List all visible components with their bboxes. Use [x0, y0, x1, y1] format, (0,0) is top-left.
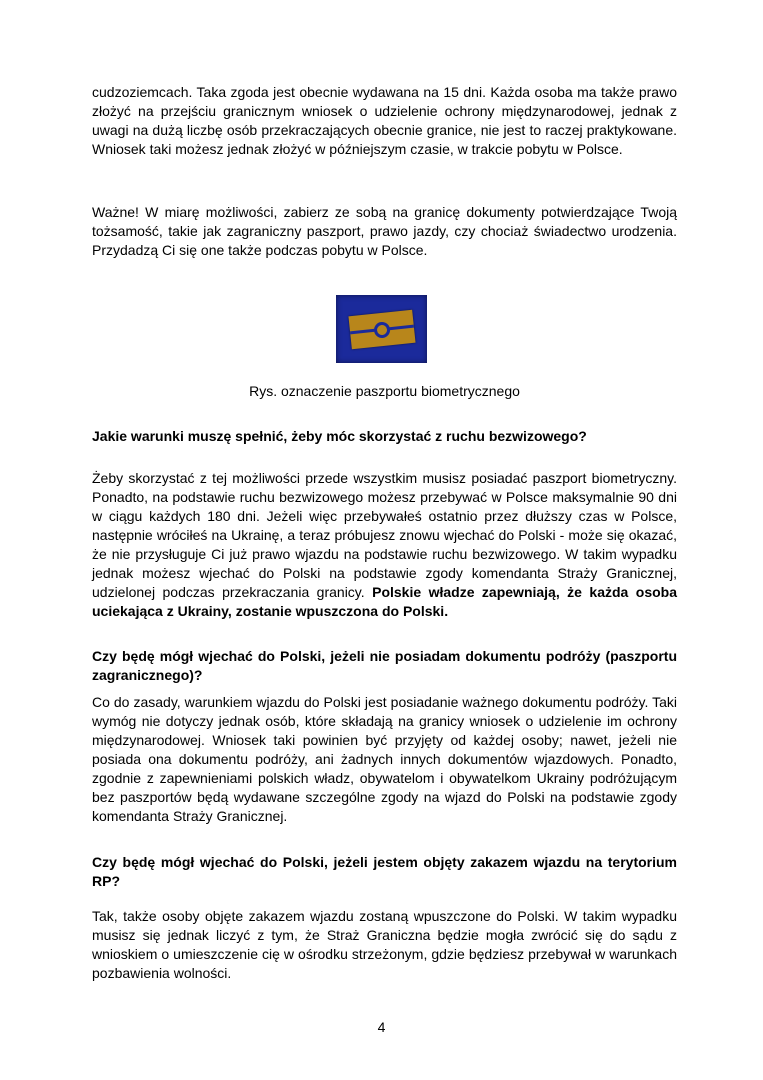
heading-visa-free-conditions: Jakie warunki muszę spełnić, żeby móc skorzystać z ruchu bezwizowego?	[92, 428, 587, 444]
paragraph-important-note: Ważne! W miarę możliwości, zabierz ze sobą na granicę dokumenty potwierdzające Twoją tożsamość, takie jak zagraniczny paszport, prawo jazdy, czy chociaż świadectwo urodzenia. Przydadzą Ci się one także podczas pobytu w Polsce.	[92, 204, 677, 258]
heading-no-travel-document: Czy będę mógł wjechać do Polski, jeżeli nie posiadam dokumentu podróży (paszportu zagranicznego)?	[92, 648, 677, 683]
biometric-passport-figure	[336, 295, 427, 363]
paragraph-entry-ban: Tak, także osoby objęte zakazem wjazdu zostaną wpuszczone do Polski. W takim wypadku musisz się jednak liczyć z tym, że Straż Graniczna będzie mogła zwrócić się do sądu z wnioskiem o umieszczenie cię w ośrodku strzeżonym, gdzie będziesz przebywał w warunkach pozbawienia wolności.	[92, 908, 677, 981]
chip-ring	[373, 320, 391, 338]
visa-free-details-text: Żeby skorzystać z tej możliwości przede wszystkim musisz posiadać paszport biometryczny. Ponadto, na podstawie ruchu bezwizowego możesz przebywać w Polsce maksymalnie 90 dni w ciągu każdych 180 dni. Jeżeli więc przebywałeś ostatnio przez dłuższy czas w Polsce, następnie wróciłeś na Ukrainę, a teraz próbujesz znowu wjechać do Polski - może się okazać, że nie przysługuje Ci już prawo wjazdu na podstawie ruchu bezwizowego. W takim wypadku jednak możesz wjechać do Polski na podstawie zgody komendanta Straży Granicznej, udzielonej podczas przekraczania granicy.	[92, 470, 677, 600]
page-number: 4	[377, 1019, 386, 1035]
epassport-chip-icon	[348, 309, 415, 349]
paragraph-visa-free-details	[92, 469, 677, 621]
paragraph-entry-permission: cudzoziemcach. Taka zgoda jest obecnie wydawana na 15 dni. Każda osoba ma także prawo złożyć na przejściu granicznym wniosek o udzielenie ochrony międzynarodowej, jednak z uwagi na dużą liczbę osób przekraczających obecnie granice, nie jest to raczej praktykowane. Wniosek taki możesz jednak złożyć w późniejszym czasie, w trakcie pobytu w Polsce.	[92, 84, 677, 157]
visa-free-assurance-bold: Polskie władze zapewniają, że każda osoba uciekająca z Ukrainy, zostanie wpuszczona do Polski.	[92, 584, 677, 619]
figure-caption: Rys. oznaczenie paszportu biometrycznego	[249, 383, 520, 399]
heading-entry-ban: Czy będę mógł wjechać do Polski, jeżeli jestem objęty zakazem wjazdu na terytorium RP?	[92, 854, 677, 889]
paragraph-no-travel-document: Co do zasady, warunkiem wjazdu do Polski jest posiadanie ważnego dokumentu podróży. Taki wymóg nie dotyczy jednak osób, które składają na granicy wniosek o udzielenie im ochrony międzynarodowej. Wniosek taki powinien być przyjęty od każdej osoby; nawet, jeżeli nie posiada ona dokumentu podróży, ani żadnych innych dokumentów wjazdowych. Ponadto, zgodnie z zapewnieniami polskich władz, obywatelom i obywatelkom Ukrainy podróżującym bez paszportów będą wydawane szczególne zgody na wjazd do Polski na podstawie zgody komendanta Straży Granicznej.	[92, 694, 677, 824]
